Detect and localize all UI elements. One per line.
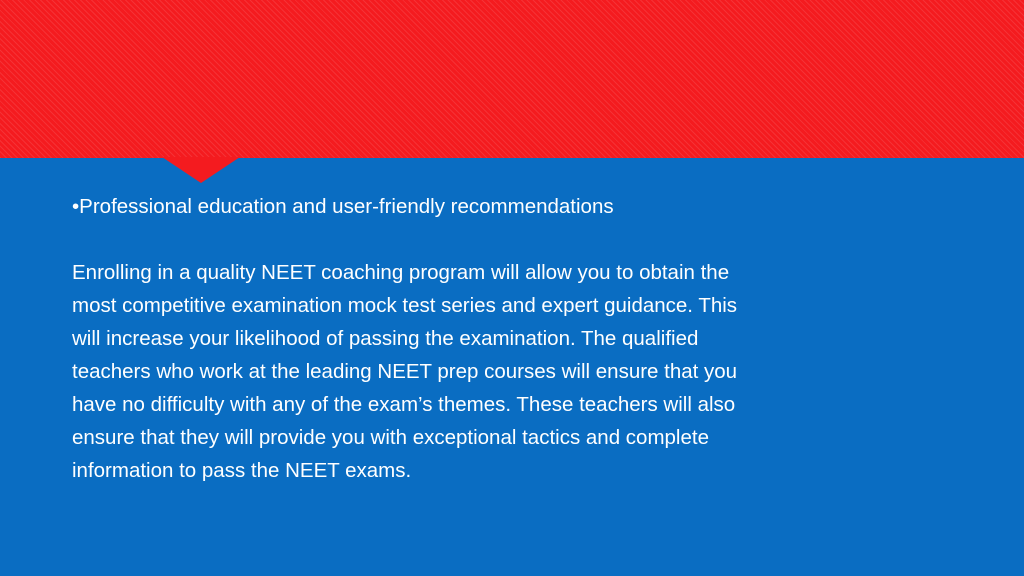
paragraph-line: teachers who work at the leading NEET prep courses will ensure that you [72, 360, 738, 383]
paragraph-line: will increase your likelihood of passing the examination. The qualified [72, 327, 699, 350]
paragraph-line: most competitive examination mock test series and expert guidance. This [72, 294, 738, 317]
body-paragraph [72, 256, 952, 487]
paragraph-line: Enrolling in a quality NEET coaching program will allow you to obtain the [72, 261, 730, 284]
paragraph-spacer [72, 223, 952, 256]
paragraph-line: information to pass the NEET exams. [72, 459, 412, 482]
slide-content [72, 190, 952, 487]
bullet-heading: •Professional education and user-friendly recommendations [72, 195, 614, 218]
red-header-band [0, 0, 1024, 158]
header-pointer-notch [162, 157, 240, 183]
paragraph-line: ensure that they will provide you with exceptional tactics and complete [72, 426, 709, 449]
paragraph-line: have no difficulty with any of the exam’s themes. These teachers will also [72, 393, 736, 416]
